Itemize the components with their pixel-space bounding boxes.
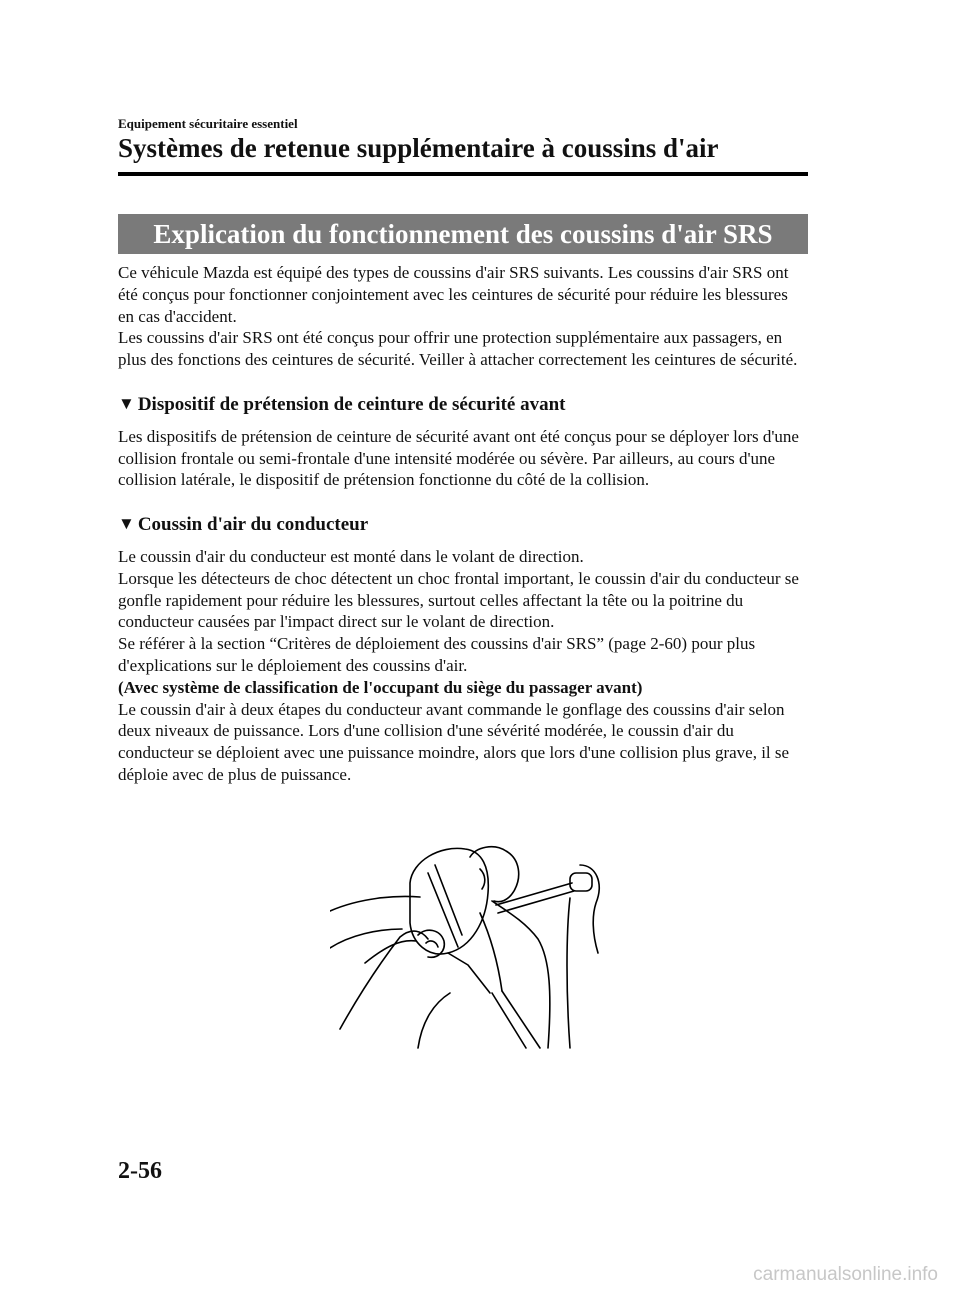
driver-airbag-deployment-illustration-icon <box>330 843 620 1053</box>
triangle-down-icon: ▼ <box>118 514 135 534</box>
driver-airbag-heading-text: Coussin d'air du conducteur <box>137 514 369 536</box>
main-content <box>118 262 808 786</box>
driver-airbag-classification-note: (Avec système de classification de l'occupant du siège du passager avant) <box>118 677 643 697</box>
intro-paragraph-1: Ce véhicule Mazda est équipé des types de coussins d'air SRS suivants. Les coussins d'air SRS ont été conçus pour fonctionner conjointement avec les ceintures de sécurité pour réduire les blessures en cas d'accident. <box>118 263 789 326</box>
chapter-title: Systèmes de retenue supplémentaire à coussins d'air <box>118 133 719 163</box>
section-banner: Explication du fonctionnement des coussins d'air SRS <box>118 214 808 254</box>
driver-airbag-paragraph-5: Le coussin d'air à deux étapes du conducteur avant commande le gonflage des coussins d'air selon deux niveaux de puissance. Lors d'une collision d'une sévérité modérée, le coussin d'air du conducteur se déploient avec une puissance moindre, alors que lors d'une collision plus grave, il se déploie avec de plus de puissance. <box>118 699 790 784</box>
driver-airbag-paragraph-2: Lorsque les détecteurs de choc détectent un choc frontal important, le coussin d'air du conducteur se gonfle rapidement pour réduire les blessures, surtout celles affectant la tête ou la poitrine du conducteur causées par l'impact direct sur le volant de direction. <box>118 568 799 632</box>
page-number: 2-56 <box>118 1158 162 1184</box>
driver-airbag-paragraph-3: Se référer à la section “Critères de déploiement des coussins d'air SRS” (page 2-60) pour plus d'explications sur le déploiement des coussins d'air. <box>118 634 756 675</box>
triangle-down-icon: ▼ <box>118 393 135 413</box>
pretensioner-heading-text: Dispositif de prétension de ceinture de sécurité avant <box>137 393 566 415</box>
pretensioner-heading <box>118 393 808 416</box>
driver-airbag-heading <box>118 513 808 536</box>
section-label: Equipement sécuritaire essentiel <box>118 116 298 131</box>
pretensioner-paragraph: Les dispositifs de prétension de ceinture de sécurité avant ont été conçus pour se déployer lors d'une collision frontale ou semi-frontale d'une intensité modérée ou sévère. Par ailleurs, au cours d'une collision latérale, le dispositif de prétension fonctionne du côté de la collision. <box>118 426 799 490</box>
watermark: carmanualsonline.info <box>753 1264 938 1285</box>
title-rule <box>118 172 808 176</box>
driver-airbag-paragraph-1: Le coussin d'air du conducteur est monté dans le volant de direction. <box>118 546 584 566</box>
intro-paragraph-2: Les coussins d'air SRS ont été conçus pour offrir une protection supplémentaire aux passagers, en plus des fonctions des ceintures de sécurité. Veiller à attacher correctement les ceintures de sécurité. <box>118 328 798 370</box>
